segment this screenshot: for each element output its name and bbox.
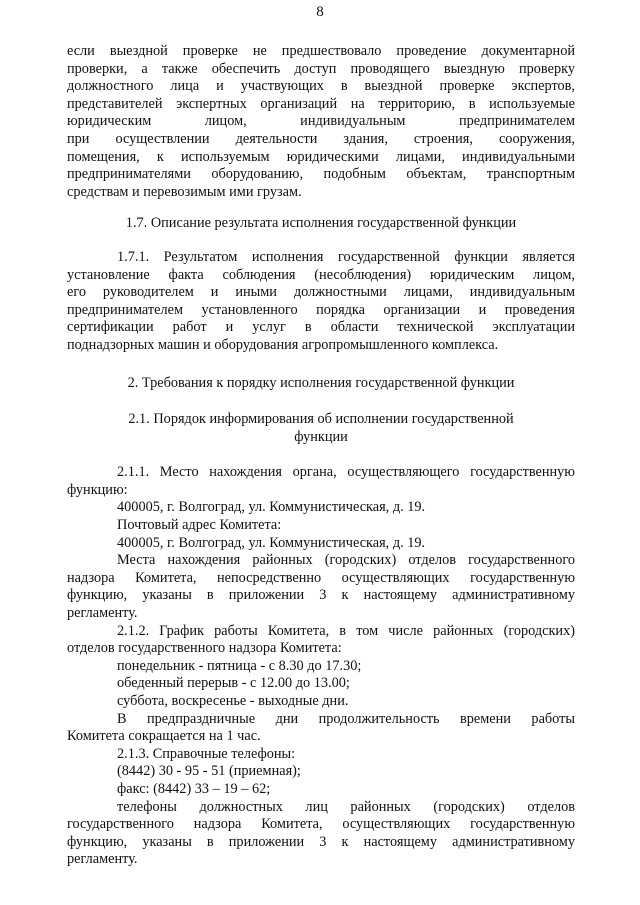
address-line: 400005, г. Волгоград, ул. Коммунистическая, д. 19. (117, 534, 426, 551)
address-line: 400005, г. Волгоград, ул. Коммунистическая, д. 19. (117, 499, 426, 516)
page-number: 8 (316, 4, 324, 20)
text-line: проверки, а также обеспечить доступ проводящего выездную проверку (67, 60, 575, 77)
text-line: государственного надзора Комитета, осуществляющих государственную (67, 816, 575, 833)
text-line: сертификации работ и услуг в области технической эксплуатации (67, 319, 575, 336)
document-body (67, 43, 575, 869)
paragraph-2-1-2 (67, 623, 575, 746)
text-line: установление факта соблюдения (несоблюдения) юридическим лицом, (67, 266, 575, 283)
text-line: отделов государственного надзора Комитета: (67, 640, 342, 657)
text-line: представителей экспертных организаций на территорию, в используемые (67, 95, 575, 112)
text-line: функцию, указаны в приложении 3 к настоящему административному (67, 833, 575, 850)
text-line: 1.7.1. Результатом исполнения государственной функции является (117, 248, 575, 265)
phone-line: (8442) 30 - 95 - 51 (приемная); (117, 763, 301, 780)
text-line: если выездной проверке не предшествовало проведение документарной (67, 43, 575, 59)
text-line: функцию, указаны в приложении 3 к настоящему административному (67, 587, 575, 604)
paragraph-1-7-1 (67, 249, 575, 355)
heading-1-7: 1.7. Описание результата исполнения государственной функции (125, 215, 517, 232)
text-line: его руководителем и иными должностными лицами, индивидуальным (67, 284, 575, 301)
text-line: регламенту. (67, 851, 138, 868)
text-line: юридическим лицом, индивидуальным предпринимателем (67, 113, 575, 130)
text-line: при осуществлении деятельности здания, строения, сооружения, (67, 130, 575, 147)
text-line: Комитета сокращается на 1 час. (67, 728, 261, 745)
text-line: должностного лица и участвующих в выездной проверке экспертов, (67, 78, 575, 95)
postal-address-label: Почтовый адрес Комитета: (117, 517, 282, 534)
text-line: телефоны должностных лиц районных (городских) отделов (117, 798, 575, 815)
text-line: функцию: (67, 481, 128, 498)
text-line: В предпраздничные дни продолжительность времени работы (117, 710, 575, 727)
text-line: предпринимателями оборудованию, подобным объектам, транспортным (67, 166, 575, 183)
text-line: 2.1.1. Место нахождения органа, осуществляющего государственную (117, 464, 575, 481)
text-line: предпринимателем установленного порядка организации и проведения (67, 301, 575, 318)
heading-2-1 (67, 411, 575, 446)
phones-heading: 2.1.3. Справочные телефоны: (117, 745, 296, 762)
paragraph-access (67, 43, 575, 201)
text-line: помещения, к используемым юридическими лицами, индивидуальными (67, 148, 575, 165)
text-line: поднадзорных машин и оборудования агропромышленного комплекса. (67, 336, 499, 353)
text-line: надзора Комитета, непосредственно осуществляющих государственную (67, 569, 575, 586)
paragraph-2-1-1 (67, 464, 575, 622)
text-line: регламенту. (67, 605, 138, 622)
text-line: 2.1.2. График работы Комитета, в том числе районных (городских) (117, 622, 575, 639)
text-line: Места нахождения районных (городских) отделов государственного (117, 552, 575, 569)
heading-2: 2. Требования к порядку исполнения государственной функции (127, 374, 515, 391)
heading-line: функции (294, 428, 348, 445)
schedule-line: обеденный перерыв - с 12.00 до 13.00; (117, 675, 350, 692)
text-line: средствам и перевозимым ими грузам. (67, 183, 302, 200)
phone-line: факс: (8442) 33 – 19 – 62; (117, 780, 271, 797)
schedule-line: понедельник - пятница - с 8.30 до 17.30; (117, 657, 362, 674)
heading-line: 2.1. Порядок информирования об исполнении государственной (128, 411, 514, 428)
paragraph-2-1-3 (67, 746, 575, 869)
schedule-line: суббота, воскресенье - выходные дни. (117, 693, 349, 709)
